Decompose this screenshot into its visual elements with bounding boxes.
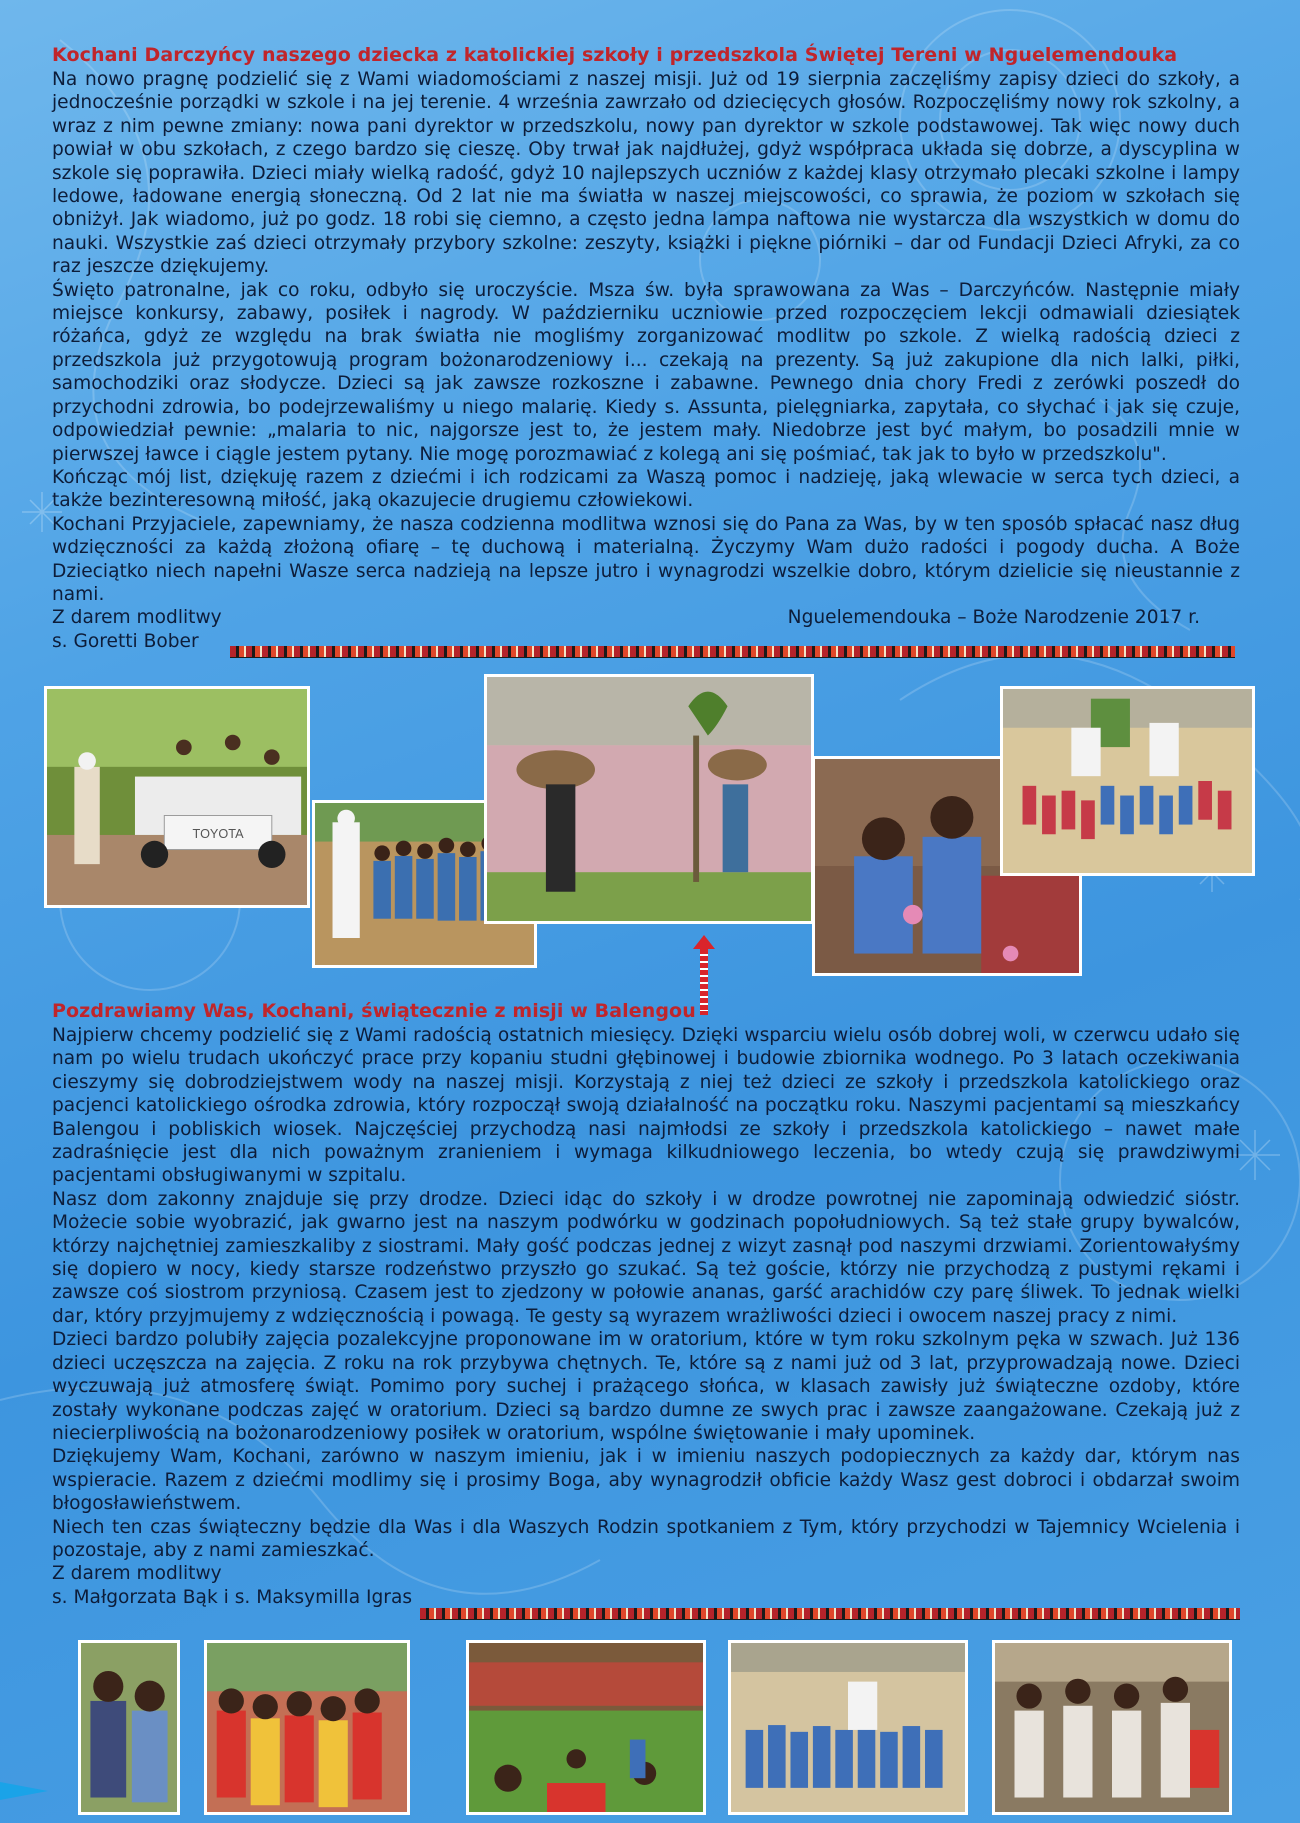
photo-two-children [78,1640,180,1815]
signature: s. Małgorzata Bąk i s. Maksymilla Igras [52,1586,413,1608]
photo-preschool-playground [1000,686,1255,876]
paragraph: Święto patronalne, jak co roku, odbyło się uroczyście. Msza św. była sprawowana za Was – Darczyńców. Następnie miały miejsce konkursy, zabawy, posiłek i nagrody. W październiku uczniowie przed rozpoczęciem lekcji odmawiali dziesiątek różańca, gdyż ze względu na brak światła nie mogliśmy zorganizować modlitw po szkole. Z wielką radością dzieci z przedszkola już przygotowują program bożonarodzeniowy i... czekają na prezenty. Są już zakupione dla nich lalki, piłki, samochodziki oraz słodycze. Dzieci są jak zawsze rozkoszne i zabawne. Pewnego dnia chory Fredi z zerówki poszedł do przychodni zdrowia, bo podejrzewaliśmy u niego malarię. Kiedy s. Assunta, pielęgniarka, zapytała, co słychać i jak się czuje, odpowiedział pewnie: „malaria to nic, najgorsze jest to, że jestem mały. Niedobrze jest być małym, bo posadzili mnie w pierwszej ławce i ciągle jestem pytany. Nie mogę porozmawiać z kolegą ani się pośmiać, tak jak to było w przedszkolu". [52,279,1240,465]
paragraph: Nasz dom zakonny znajduje się przy drodze. Dzieci idąc do szkoły i w drodze powrotnej nie zapominają odwiedzić sióstr. Możecie sobie wyobrazić, jak gwarno jest na naszym podwórku w godzinach popołudniowych. Są też stałe grupy bywalców, którzy najchętniej zamieszkaliby z siostrami. Mały gość podczas jednej z wizyt zasnął pod naszymi drzwiami. Zorientowałyśmy się dopiero w nocy, kiedy starsze rodzeństwo przyszło go szukać. Są też goście, którzy nie przychodzą z pustymi rękami i zawsze coś siostrom przyniosą. Czasem jest to zjedzony w połowie ananas, garść arachidów czy parę śliwek. To jednak wielki dar, który przyjmujemy z wdzięcznością i powagą. Te gesty są wyrazem wrażliwości dzieci i owocem naszej pracy z nimi. [52,1188,1240,1327]
decorative-border [230,646,1235,657]
signature: s. Goretti Bober [52,630,199,652]
photo-pickup-truck [44,686,310,908]
photo-pupils-under-shelter [728,1640,968,1815]
paragraph: Dzieci bardzo polubiły zajęcia pozalekcyjne proponowane im w oratorium, które w tym roku szkolnym pęka w szwach. Już 136 dzieci uczęszcza na zajęcia. Z roku na rok przybywa chętnych. Te, które są z nami już od 3 lat, przyprowadzają nowe. Dzieci wyczuwają już atmosferę świąt. Pomimo pory suchej i prażącego słońca, w klasach zawisły już świąteczne ozdoby, które zostały wykonane podczas zajęć w oratorium. Dzieci są bardzo dumne ze swych prac i zawsze zaangażowane. Czekają już z niecierpliwością na bożonarodzeniowy posiłek w oratorium, wspólne świętowanie i mały upominek. [52,1329,1240,1444]
paragraph: Najpierw chcemy podzielić się z Wami radością ostatnich miesięcy. Dzięki wsparciu wielu osób dobrej woli, w czerwcu udało się nam po wielu trudach ukończyć prace przy kopaniu studni głębinowej i budowie zbiornika wodnego. Po 3 latach oczekiwania cieszymy się dobrodziejstwem wody na naszej misji. Korzystają z niej też dzieci ze szkoły i przedszkola katolickiego oraz pacjenci katolickiego ośrodka zdrowia, który rozpoczął swoją działalność na początku roku. Naszymi pacjentami są mieszkańcy Balengou i pobliskich wiosek. Najczęściej przychodzą nasi najmłodsi ze szkoły i przedszkola katolickiego – nawet małe zadraśnięcie jest dla nich poważnym zranieniem i wymaga kilkudniowego leczenia, bo wtedy czują się prawdziwymi pacjentami obsługiwanymi w szpitalu. [52,1025,1240,1187]
place-date: Nguelemendouka – Boże Narodzenie 2017 r. [787,607,1200,629]
closing-text: Z darem modlitwy [52,1563,222,1585]
paragraph: Kończąc mój list, dziękuję razem z dziećmi i ich rodzicami za Waszą pomoc i nadzieję, jaką wlewacie w serca tych dzieci, a także bezinteresowną miłość, jaką okazujecie drugiemu człowiekowi. [52,466,1240,512]
section-heading: Kochani Darczyńcy naszego dziecka z katolickiej szkoły i przedszkola Świętej Tereni w Nguelemendouka [52,44,1178,66]
closing-row [52,606,1240,629]
photo-carrying-firewood [484,674,814,924]
paragraph: Kochani Przyjaciele, zapewniamy, że nasza codzienna modlitwa wznosi się do Pana za Was, by w ten sposób spłacać nasz dług wdzięczności za każdą złożoną ofiarę – tę duchową i materialną. Życzymy Wam dużo radości i pogody ducha. A Boże Dzieciątko niech napełni Wasze serca nadzieją na lepsze jutro i wynagrodzi wszelkie dobro, którym dzielicie się nieustannie z nami. [52,513,1240,605]
photo-schoolyard-play [466,1640,706,1815]
paragraph: Niech ten czas świąteczny będzie dla Was i dla Waszych Rodzin spotkaniem z Tym, który przychodzi w Tajemnicy Wcielenia i pozostaje, aby z nami zamieszkać. [52,1516,1240,1561]
paragraph: Dziękujemy Wam, Kochani, zarówno w naszym imieniu, jak i w imieniu naszych podopiecznych za każdy dar, którym nas wspieracie. Razem z dziećmi modlimy się i prosimy Boga, aby wynagrodził obficie każdy Wasz gest dobroci i obdarzał swoim błogosławieństwem. [52,1446,1240,1515]
photo-children-with-masks [992,1640,1232,1815]
decorative-border [420,1608,1240,1619]
corner-arrow-decoration [0,1782,48,1800]
section-heading: Pozdrawiamy Was, Kochani, świątecznie z misji w Balengou [52,1000,696,1022]
truck-plate-text: TOYOTA [192,826,244,841]
closing-text: Z darem modlitwy [52,607,222,629]
letter-nguelemendouka [52,44,1240,653]
letter-balengou [52,1000,1240,1609]
photo-children-group [204,1640,410,1815]
paragraph: Na nowo pragnę podzielić się z Wami wiadomościami z naszej misji. Już od 19 sierpnia zaczęliśmy zapisy dzieci do szkoły, a jednocześnie porządki w szkole i na jej terenie. 4 września zawrzało od dziecięcych głosów. Rozpoczęliśmy nowy rok szkolny, a wraz z nim pewne zmiany: nowa pani dyrektor w przedszkolu, nowy pan dyrektor w szkole podstawowej. Tak więc nowy duch powiał w obu szkołach, z czego bardzo się cieszę. Oby trwał jak najdłużej, gdyż współpraca układa się dobrze, a dyscyplina w szkole się poprawiła. Dzieci miały wielką radość, gdyż 10 najlepszych uczniów z każdej klasy otrzymało plecaki szkolne i lampy ledowe, ładowane energią słoneczną. Od 2 lat nie ma światła w naszej miejscowości, co sprawia, że poziom w szkołach się obniżył. Jak wiadomo, już po godz. 18 robi się ciemno, a często jedna lampa naftowa nie wystarcza dla wszystkich w domu do nauki. Wszystkie zaś dzieci otrzymały przybory szkolne: zeszyty, książki i piękne piórniki – dar od Fundacji Dzieci Afryki, za co raz jeszcze dziękujemy. [52,69,1240,278]
